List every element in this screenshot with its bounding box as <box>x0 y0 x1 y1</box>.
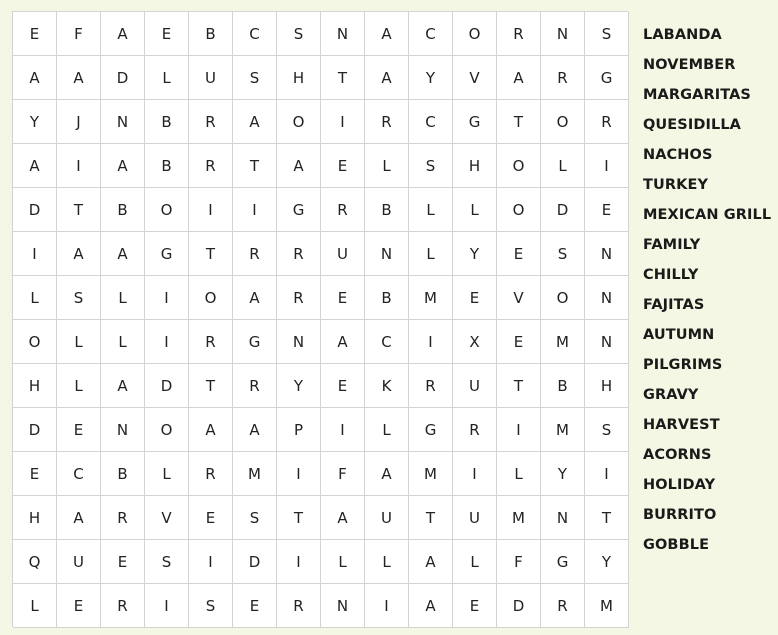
grid-cell[interactable]: I <box>321 100 365 144</box>
word-list-item: MEXICAN GRILL <box>643 207 772 223</box>
grid-cell[interactable]: A <box>57 232 101 276</box>
grid-cell[interactable]: R <box>541 56 585 100</box>
grid-cell[interactable]: G <box>585 56 629 100</box>
grid-cell[interactable]: R <box>189 144 233 188</box>
word-list-item: QUESIDILLA <box>643 117 741 133</box>
word-list-item: FAJITAS <box>643 297 705 313</box>
grid-cell[interactable]: E <box>585 188 629 232</box>
grid-cell[interactable]: S <box>57 276 101 320</box>
grid-cell[interactable]: M <box>233 452 277 496</box>
grid-cell[interactable]: N <box>541 12 585 56</box>
grid-cell[interactable]: I <box>145 320 189 364</box>
grid-cell[interactable]: A <box>409 584 453 628</box>
grid-cell[interactable]: V <box>145 496 189 540</box>
grid-cell[interactable]: X <box>453 320 497 364</box>
grid-cell[interactable]: O <box>497 188 541 232</box>
grid-cell[interactable]: N <box>585 320 629 364</box>
word-list-item: ACORNS <box>643 447 712 463</box>
grid-cell[interactable]: L <box>497 452 541 496</box>
grid-cell[interactable]: R <box>585 100 629 144</box>
grid-cell[interactable]: L <box>453 540 497 584</box>
grid-cell[interactable]: B <box>189 12 233 56</box>
grid-cell[interactable]: R <box>497 12 541 56</box>
grid-cell[interactable]: N <box>541 496 585 540</box>
grid-cell[interactable]: R <box>321 188 365 232</box>
grid-cell[interactable]: O <box>13 320 57 364</box>
grid-cell[interactable]: I <box>497 408 541 452</box>
grid-cell[interactable]: B <box>365 276 409 320</box>
grid-cell[interactable]: O <box>145 408 189 452</box>
grid-cell[interactable]: S <box>145 540 189 584</box>
grid-cell[interactable]: S <box>233 496 277 540</box>
grid-cell[interactable]: Y <box>585 540 629 584</box>
grid-cell[interactable]: Y <box>13 100 57 144</box>
grid-cell[interactable]: S <box>233 56 277 100</box>
grid-cell[interactable]: M <box>585 584 629 628</box>
grid-cell[interactable]: A <box>365 12 409 56</box>
grid-cell[interactable]: G <box>145 232 189 276</box>
grid-cell[interactable]: E <box>101 540 145 584</box>
grid-cell[interactable]: V <box>497 276 541 320</box>
grid-cell[interactable]: D <box>13 188 57 232</box>
grid-cell[interactable]: I <box>145 276 189 320</box>
grid-cell[interactable]: U <box>189 56 233 100</box>
grid-cell[interactable]: M <box>541 408 585 452</box>
grid-cell[interactable]: T <box>189 364 233 408</box>
grid-cell[interactable]: O <box>189 276 233 320</box>
word-list-item: LABANDA <box>643 27 722 43</box>
grid-cell[interactable]: G <box>277 188 321 232</box>
grid-cell[interactable]: H <box>585 364 629 408</box>
word-list-item: MARGARITAS <box>643 87 751 103</box>
grid-cell[interactable]: T <box>497 364 541 408</box>
grid-cell[interactable]: R <box>541 584 585 628</box>
grid-cell[interactable]: N <box>101 100 145 144</box>
grid-cell[interactable]: A <box>365 56 409 100</box>
grid-cell[interactable]: R <box>189 320 233 364</box>
grid-cell[interactable]: Q <box>13 540 57 584</box>
grid-cell[interactable]: L <box>409 232 453 276</box>
grid-cell[interactable]: C <box>409 12 453 56</box>
grid-cell[interactable]: E <box>189 496 233 540</box>
grid-cell[interactable]: L <box>453 188 497 232</box>
grid-cell[interactable]: M <box>409 276 453 320</box>
grid-cell[interactable]: I <box>277 540 321 584</box>
word-list-item: NOVEMBER <box>643 57 736 73</box>
grid-cell[interactable]: K <box>365 364 409 408</box>
grid-cell[interactable]: O <box>277 100 321 144</box>
grid-cell[interactable]: A <box>13 56 57 100</box>
grid-cell[interactable]: U <box>453 496 497 540</box>
grid-cell[interactable]: N <box>321 12 365 56</box>
grid-cell[interactable]: A <box>101 232 145 276</box>
grid-cell[interactable]: T <box>189 232 233 276</box>
grid-cell[interactable]: C <box>409 100 453 144</box>
grid-cell[interactable]: B <box>145 144 189 188</box>
grid-cell[interactable]: I <box>321 408 365 452</box>
grid-cell[interactable]: A <box>497 56 541 100</box>
word-list-item: AUTUMN <box>643 327 715 343</box>
grid-cell[interactable]: C <box>233 12 277 56</box>
grid-cell[interactable]: I <box>13 232 57 276</box>
grid-cell[interactable]: M <box>497 496 541 540</box>
grid-cell[interactable]: F <box>57 12 101 56</box>
grid-cell[interactable]: R <box>233 232 277 276</box>
grid-cell[interactable]: S <box>277 12 321 56</box>
grid-cell[interactable]: L <box>57 364 101 408</box>
grid-cell[interactable]: S <box>189 584 233 628</box>
grid-cell[interactable]: S <box>585 408 629 452</box>
grid-cell[interactable]: E <box>13 12 57 56</box>
grid-cell[interactable]: L <box>13 584 57 628</box>
word-list-item: HOLIDAY <box>643 477 716 493</box>
grid-cell[interactable]: R <box>101 496 145 540</box>
grid-cell[interactable]: U <box>57 540 101 584</box>
grid-cell[interactable]: F <box>321 452 365 496</box>
grid-cell[interactable]: Y <box>541 452 585 496</box>
grid-cell[interactable]: R <box>189 452 233 496</box>
grid-cell[interactable]: S <box>409 144 453 188</box>
grid-cell[interactable]: A <box>57 496 101 540</box>
grid-cell[interactable]: D <box>541 188 585 232</box>
grid-cell[interactable]: N <box>277 320 321 364</box>
grid-cell[interactable]: I <box>585 144 629 188</box>
grid-cell[interactable]: S <box>585 12 629 56</box>
grid-cell[interactable]: H <box>13 496 57 540</box>
grid-cell[interactable]: T <box>409 496 453 540</box>
grid-cell[interactable]: U <box>453 364 497 408</box>
grid-cell[interactable]: L <box>541 144 585 188</box>
grid-cell[interactable]: T <box>57 188 101 232</box>
grid-cell[interactable]: L <box>13 276 57 320</box>
grid-cell[interactable]: I <box>145 584 189 628</box>
grid-cell[interactable]: D <box>145 364 189 408</box>
grid-cell[interactable]: E <box>57 584 101 628</box>
grid-cell[interactable]: A <box>101 144 145 188</box>
word-search-grid <box>12 11 628 627</box>
grid-cell[interactable]: L <box>145 452 189 496</box>
grid-cell[interactable]: N <box>321 584 365 628</box>
grid-cell[interactable]: E <box>453 276 497 320</box>
grid-cell[interactable]: A <box>101 364 145 408</box>
grid-cell[interactable]: D <box>101 56 145 100</box>
grid-cell[interactable]: O <box>497 144 541 188</box>
grid-cell[interactable]: O <box>453 12 497 56</box>
grid-cell[interactable]: E <box>497 320 541 364</box>
grid-cell[interactable]: I <box>189 540 233 584</box>
grid-cell[interactable]: I <box>585 452 629 496</box>
grid-cell[interactable]: R <box>189 100 233 144</box>
grid-cell[interactable]: R <box>277 584 321 628</box>
word-list-item: BURRITO <box>643 507 717 523</box>
grid-cell[interactable]: A <box>277 144 321 188</box>
grid-cell[interactable]: C <box>365 320 409 364</box>
grid-cell[interactable]: A <box>189 408 233 452</box>
grid-cell[interactable]: A <box>321 496 365 540</box>
grid-cell[interactable]: A <box>409 540 453 584</box>
grid-cell[interactable]: N <box>585 276 629 320</box>
grid-cell[interactable]: E <box>233 584 277 628</box>
grid-cell[interactable]: I <box>233 188 277 232</box>
grid-cell[interactable]: E <box>497 232 541 276</box>
grid-cell[interactable]: L <box>365 408 409 452</box>
grid-cell[interactable]: U <box>365 496 409 540</box>
grid-cell[interactable]: B <box>101 188 145 232</box>
grid-cell[interactable]: R <box>277 232 321 276</box>
grid-cell[interactable]: L <box>145 56 189 100</box>
grid-cell[interactable]: Y <box>453 232 497 276</box>
grid-cell[interactable]: J <box>57 100 101 144</box>
grid-cell[interactable]: S <box>541 232 585 276</box>
grid-cell[interactable]: T <box>321 56 365 100</box>
grid-cell[interactable]: T <box>585 496 629 540</box>
grid-cell[interactable]: I <box>409 320 453 364</box>
grid-cell[interactable]: P <box>277 408 321 452</box>
grid-cell[interactable]: L <box>365 144 409 188</box>
grid-cell[interactable]: B <box>365 188 409 232</box>
grid-cell[interactable]: G <box>541 540 585 584</box>
grid-cell[interactable]: R <box>233 364 277 408</box>
grid-cell[interactable]: R <box>453 408 497 452</box>
word-list-item: GRAVY <box>643 387 699 403</box>
grid-cell[interactable]: R <box>277 276 321 320</box>
grid-cell[interactable]: B <box>145 100 189 144</box>
word-list-item: GOBBLE <box>643 537 710 553</box>
grid-cell[interactable]: A <box>233 100 277 144</box>
grid-cell[interactable]: L <box>321 540 365 584</box>
grid-cell[interactable]: L <box>57 320 101 364</box>
grid-cell[interactable]: G <box>453 100 497 144</box>
grid-cell[interactable]: M <box>409 452 453 496</box>
grid-cell[interactable]: D <box>497 584 541 628</box>
grid-cell[interactable]: G <box>233 320 277 364</box>
grid-cell[interactable]: C <box>57 452 101 496</box>
grid-cell[interactable]: Y <box>277 364 321 408</box>
grid-cell[interactable]: R <box>101 584 145 628</box>
word-list-item: NACHOS <box>643 147 713 163</box>
grid-cell[interactable]: L <box>409 188 453 232</box>
grid-cell[interactable]: L <box>365 540 409 584</box>
grid-cell[interactable]: E <box>453 584 497 628</box>
grid-cell[interactable]: R <box>409 364 453 408</box>
grid-cell[interactable]: V <box>453 56 497 100</box>
grid-cell[interactable]: H <box>13 364 57 408</box>
grid-cell[interactable]: A <box>233 276 277 320</box>
grid-cell[interactable]: A <box>101 12 145 56</box>
word-list-item: FAMILY <box>643 237 701 253</box>
grid-cell[interactable]: E <box>57 408 101 452</box>
grid-cell[interactable]: B <box>101 452 145 496</box>
grid-cell[interactable]: L <box>101 320 145 364</box>
grid-cell[interactable]: I <box>365 584 409 628</box>
grid-cell[interactable]: O <box>541 276 585 320</box>
grid-cell[interactable]: O <box>145 188 189 232</box>
grid-cell[interactable]: A <box>233 408 277 452</box>
word-list-item: CHILLY <box>643 267 699 283</box>
grid-cell[interactable]: F <box>497 540 541 584</box>
grid-cell[interactable]: E <box>321 144 365 188</box>
grid-cell[interactable]: G <box>409 408 453 452</box>
grid-cell[interactable]: A <box>13 144 57 188</box>
grid-cell[interactable]: E <box>321 364 365 408</box>
word-list-item: HARVEST <box>643 417 720 433</box>
grid-cell[interactable]: H <box>453 144 497 188</box>
grid-cell[interactable]: M <box>541 320 585 364</box>
grid-cell[interactable]: U <box>321 232 365 276</box>
grid-cell[interactable]: Y <box>409 56 453 100</box>
grid-cell[interactable]: I <box>57 144 101 188</box>
grid-cell[interactable]: L <box>101 276 145 320</box>
grid-cell[interactable]: H <box>277 56 321 100</box>
grid-cell[interactable]: T <box>277 496 321 540</box>
grid-cell[interactable]: E <box>145 12 189 56</box>
grid-cell[interactable]: D <box>233 540 277 584</box>
grid-cell[interactable]: I <box>277 452 321 496</box>
word-list-item: PILGRIMS <box>643 357 723 373</box>
grid-cell[interactable]: D <box>13 408 57 452</box>
grid-cell[interactable]: I <box>453 452 497 496</box>
grid-cell[interactable]: O <box>541 100 585 144</box>
grid-cell[interactable]: T <box>497 100 541 144</box>
word-list-item: TURKEY <box>643 177 709 193</box>
grid-cell[interactable]: N <box>365 232 409 276</box>
grid-cell[interactable]: T <box>233 144 277 188</box>
grid-cell[interactable]: N <box>585 232 629 276</box>
grid-cell[interactable]: A <box>321 320 365 364</box>
grid-cell[interactable]: A <box>57 56 101 100</box>
grid-cell[interactable]: B <box>541 364 585 408</box>
grid-cell[interactable]: E <box>321 276 365 320</box>
grid-cell[interactable]: A <box>365 452 409 496</box>
grid-cell[interactable]: R <box>365 100 409 144</box>
word-list <box>643 24 778 564</box>
grid-cell[interactable]: N <box>101 408 145 452</box>
grid-cell[interactable]: I <box>189 188 233 232</box>
grid-cell[interactable]: E <box>13 452 57 496</box>
